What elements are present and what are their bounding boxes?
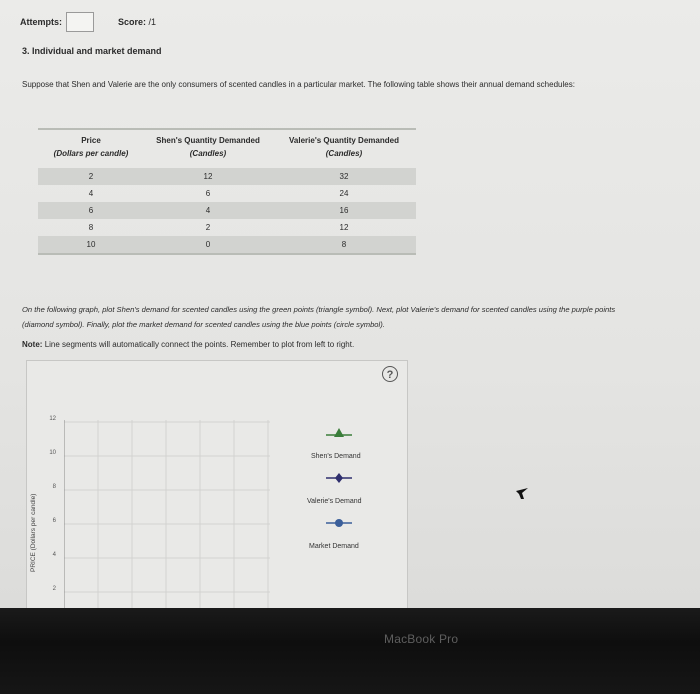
score-value: /1	[148, 17, 157, 27]
cell-valerie: 16	[339, 206, 349, 215]
score-label: Score:	[118, 17, 147, 27]
mouse-cursor-icon	[516, 488, 528, 500]
cell-shen: 2	[205, 223, 211, 232]
brand-label: MacBook Pro	[384, 632, 459, 646]
cell-price: 10	[86, 240, 96, 249]
y-tick-label: 4	[52, 552, 56, 558]
table-row	[38, 168, 416, 185]
question-title: 3. Individual and market demand	[22, 46, 162, 56]
header-unit: (Candles)	[325, 149, 363, 158]
table-row	[38, 185, 416, 202]
legend-label-valerie: Valerie's Demand	[307, 498, 362, 505]
header-shen-quantity	[144, 134, 272, 168]
legend-label-market: Market Demand	[309, 543, 359, 550]
score-display	[118, 17, 156, 27]
header-unit: (Dollars per candle)	[53, 149, 129, 158]
table-row	[38, 202, 416, 219]
header-price	[38, 134, 144, 168]
cell-valerie: 24	[339, 189, 349, 198]
cell-valerie: 12	[339, 223, 349, 232]
cell-shen: 6	[205, 189, 211, 198]
triangle-icon[interactable]	[326, 426, 352, 440]
table-row	[38, 236, 416, 253]
y-tick-label: 2	[52, 586, 56, 592]
attempts-box	[66, 12, 94, 32]
table-header	[38, 130, 416, 168]
circle-icon[interactable]	[326, 516, 352, 530]
header-unit: (Candles)	[189, 149, 227, 158]
attempts-label: Attempts:	[20, 17, 62, 27]
help-icon[interactable]: ?	[382, 366, 398, 382]
cell-price: 8	[88, 223, 94, 232]
note	[22, 340, 354, 349]
cell-price: 6	[88, 206, 94, 215]
graph-instructions: On the following graph, plot Shen's demand for scented candles using the green points (triangle symbol). Next, plot Valerie's demand for scented candles using the purple points (diamond symbol). Finally, plot the market demand for scented candles using the blue points (circle symbol).	[22, 305, 616, 329]
y-axis-title: PRICE (Dollars per candle)	[30, 493, 37, 572]
legend-label-shen: Shen's Demand	[311, 453, 361, 460]
header-valerie-quantity	[272, 134, 416, 168]
y-tick-label: 12	[49, 416, 56, 422]
cell-shen: 4	[205, 206, 211, 215]
cell-price: 2	[88, 172, 94, 181]
laptop-bezel	[0, 608, 700, 694]
header-title: Shen's Quantity Demanded	[156, 136, 260, 145]
y-tick-label: 6	[52, 518, 56, 524]
demand-schedule-table	[38, 128, 416, 255]
diamond-icon[interactable]	[326, 471, 352, 485]
y-tick-label: 10	[49, 450, 56, 456]
header-title: Price	[81, 136, 101, 145]
cell-valerie: 32	[339, 172, 349, 181]
cell-shen: 0	[205, 240, 211, 249]
cell-valerie: 8	[341, 240, 347, 249]
cell-shen: 12	[203, 172, 213, 181]
note-text: Line segments will automatically connect the points. Remember to plot from left to right.	[44, 340, 355, 349]
y-tick-label: 8	[52, 484, 56, 490]
header-title: Valerie's Quantity Demanded	[289, 136, 399, 145]
note-label: Note:	[22, 340, 43, 349]
grid-lines	[64, 420, 270, 610]
plot-grid[interactable]	[64, 420, 270, 610]
cell-price: 4	[88, 189, 94, 198]
question-intro: Suppose that Shen and Valerie are the only consumers of scented candles in a particular market. The following table shows their annual demand schedules:	[22, 80, 575, 89]
table-row	[38, 219, 416, 236]
